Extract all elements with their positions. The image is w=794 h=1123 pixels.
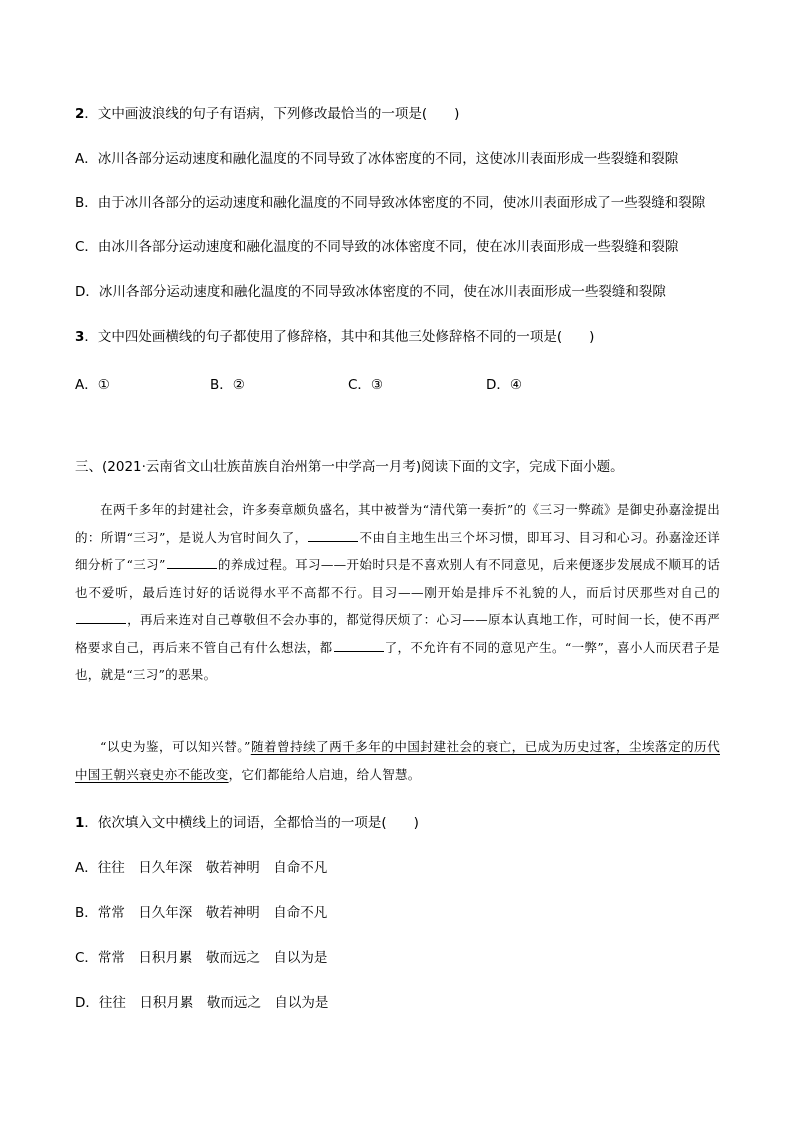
passage-paragraph-2 <box>75 733 720 788</box>
q2-option-b: B．由于冰川各部分的运动速度和融化温度的不同导致冰体密度的不同，使冰川表面形成了一些裂缝和裂隙 <box>75 195 706 211</box>
question-2-stem <box>75 105 459 123</box>
q1-option-d: D．往往 日积月累 敬而远之 自以为是 <box>75 995 329 1011</box>
passage-text: ，再后来连对自己尊敬但不会办事的，都觉得厌烦了：心习——原本认真地工作，可时间一长，使不再严格要求自己，再后来不管自己有什么想法，都 <box>75 612 720 655</box>
q2-option-a: A．冰川各部分运动速度和融化温度的不同导致了冰体密度的不同，这使冰川表面形成一些裂缝和裂隙 <box>75 151 679 167</box>
q3-option-d: D．④ <box>486 377 522 393</box>
q2-option-d: D．冰川各部分运动速度和融化温度的不同导致冰体密度的不同，使在冰川表面形成一些裂缝和裂隙 <box>75 284 666 300</box>
question-text: ．文中画波浪线的句子有语病，下列修改最恰当的一项是( ) <box>84 106 460 122</box>
underlined-sentence: 随着曾持续了两千多年的中国封建社会的衰亡，已成为历史过客，尘埃落定的历代中国王朝兴衰史亦不能改变 <box>75 739 720 782</box>
fill-blank-2 <box>167 554 217 569</box>
q1-option-c: C．常常 日积月累 敬而远之 自以为是 <box>75 950 328 966</box>
passage-text: 不由自主地生出三个坏习惯，即耳习、目习和心习。孙嘉淦还详细分析了“三习” <box>75 529 721 572</box>
fill-blank-3 <box>76 609 126 624</box>
q2-option-c: C．由冰川各部分运动速度和融化温度的不同导致的冰体密度不同，使在冰川表面形成一些裂缝和裂隙 <box>75 239 679 255</box>
q3-option-b: B．② <box>210 377 245 393</box>
question-1-stem <box>75 814 419 832</box>
fill-blank-1 <box>308 527 358 542</box>
section-heading: 三、(2021·云南省文山壮族苗族自治州第一中学高一月考)阅读下面的文字，完成下面小题。 <box>75 459 624 475</box>
q1-option-a: A．往往 日久年深 敬若神明 自命不凡 <box>75 860 328 876</box>
q3-options-row <box>75 373 715 391</box>
question-text: ．依次填入文中横线上的词语，全都恰当的一项是( ) <box>84 815 419 831</box>
passage-text: ，它们都能给人启迪，给人智慧。 <box>228 766 421 782</box>
q1-option-b: B．常常 日久年深 敬若神明 自命不凡 <box>75 905 328 921</box>
q3-option-c: C．③ <box>348 377 384 393</box>
q3-option-a: A．① <box>75 377 110 393</box>
question-number: 3 <box>75 329 85 345</box>
question-number: 2 <box>75 106 85 122</box>
question-3-stem <box>75 328 594 346</box>
passage-text: 在两千多年的封建社会，许多奏章颇负盛名，其中被誉为“清代第一奏折”的《三习一弊疏》是御史孙嘉淦提出的：所谓“三习”，是说人为官时间久了， <box>75 502 720 545</box>
passage-text: “以史为鉴，可以知兴替。” <box>100 739 251 754</box>
passage-text: 了，不允许有不同的意见产生。“一弊”，喜小人而厌君子是也，就是“三习”的恶果。 <box>75 639 720 682</box>
fill-blank-4 <box>334 637 384 652</box>
question-text: ．文中四处画横线的句子都使用了修辞格，其中和其他三处修辞格不同的一项是( ) <box>84 329 595 345</box>
question-number: 1 <box>75 815 85 831</box>
passage-text: 的养成过程。耳习——开始时只是不喜欢别人有不同意见，后来便逐步发展成不顺耳的话也不爱听，最后连讨好的话说得水平不高都不行。目习——刚开始是排斥不礼貌的人，而后讨厌那些对自己的 <box>75 557 720 600</box>
passage-paragraph-1 <box>75 496 720 689</box>
